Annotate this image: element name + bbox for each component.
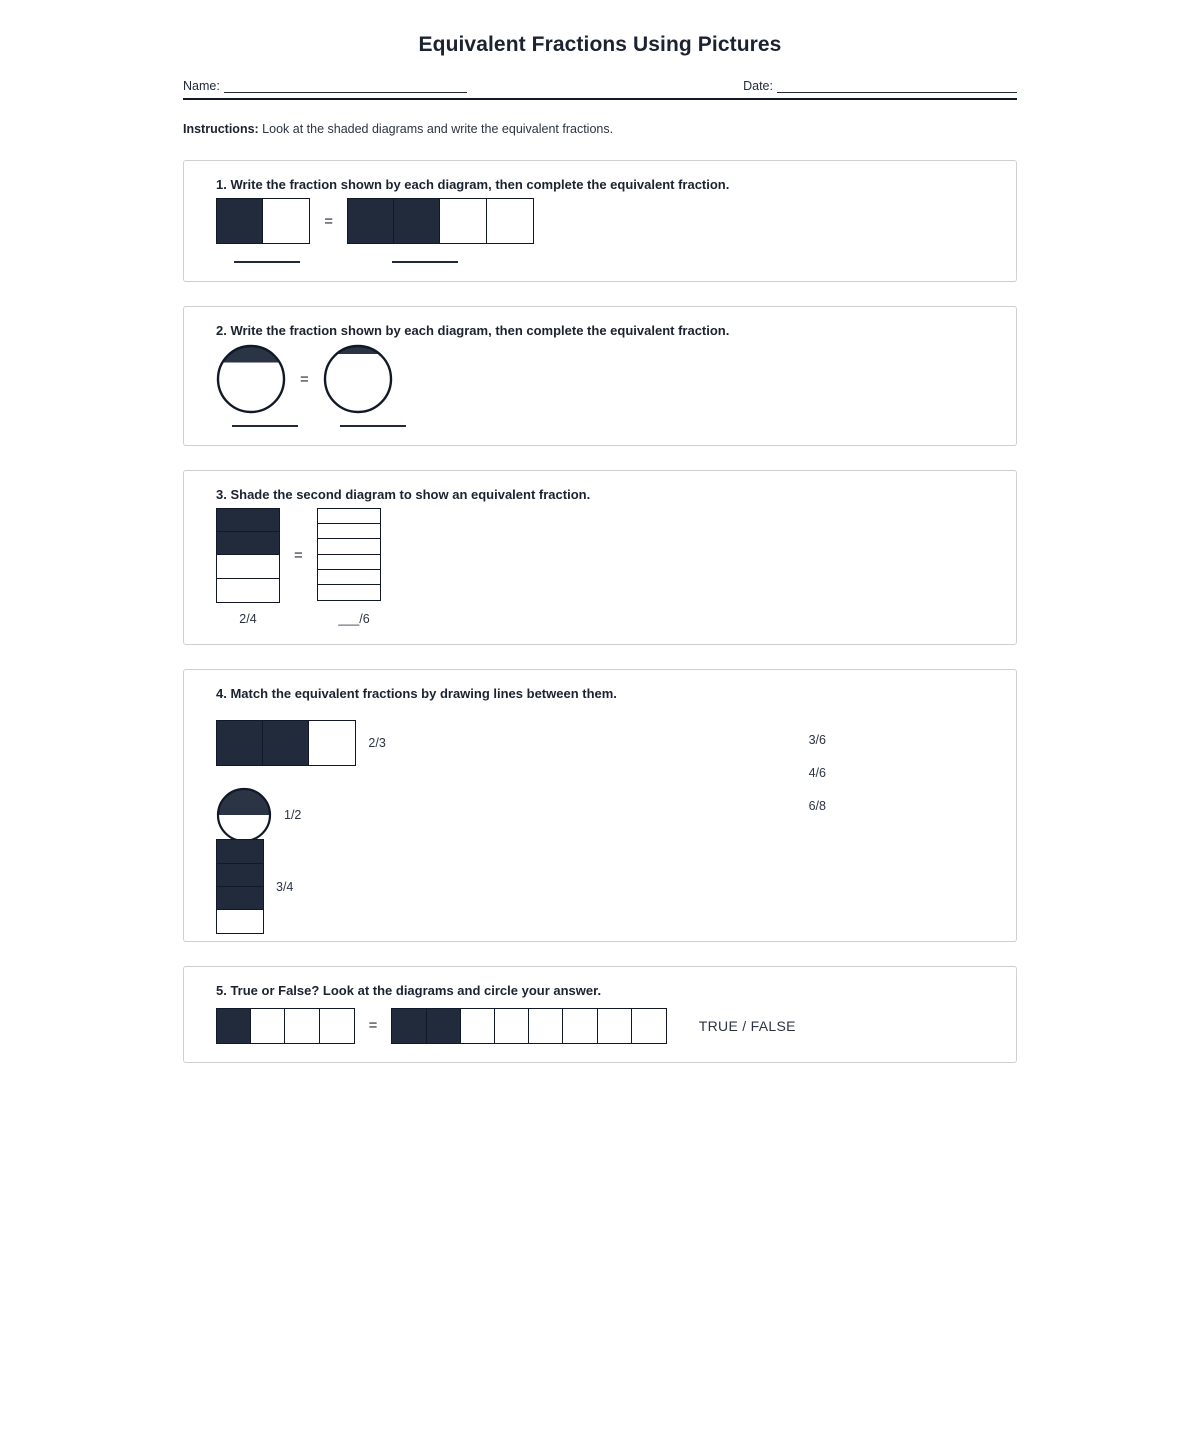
date-field-group	[743, 79, 1017, 93]
matching-label-bar: 2/3	[368, 735, 386, 750]
answer-blank-1b[interactable]	[392, 260, 458, 263]
fraction-circle-2-right[interactable]	[323, 344, 393, 414]
question-4-prompt: 4. Match the equivalent fractions by drawing lines between them.	[216, 685, 617, 701]
question-2-answer-blanks	[216, 424, 998, 427]
shaded-cell[interactable]	[216, 720, 264, 766]
empty-cell[interactable]	[494, 1008, 530, 1044]
empty-cell[interactable]	[308, 720, 356, 766]
equals-sign-5: =	[368, 1017, 378, 1035]
date-label: Date:	[743, 79, 773, 93]
fraction-stack-3-left[interactable]	[216, 508, 280, 603]
shaded-cell[interactable]	[216, 198, 264, 244]
empty-cell[interactable]	[216, 909, 264, 934]
question-2-diagrams	[216, 344, 998, 414]
instructions-text: Look at the shaded diagrams and write the equivalent fractions.	[258, 122, 614, 136]
shaded-cell[interactable]	[216, 508, 280, 533]
shaded-cell[interactable]	[216, 839, 264, 864]
fraction-stack-3-right[interactable]	[317, 508, 381, 601]
name-field-group	[183, 79, 467, 93]
shaded-cell[interactable]	[347, 198, 395, 244]
matching-target-3[interactable]: 6/8	[808, 798, 826, 813]
empty-cell[interactable]	[631, 1008, 667, 1044]
question-5-diagrams	[216, 1008, 998, 1044]
shaded-cell[interactable]	[393, 198, 441, 244]
fraction-circle-4[interactable]	[216, 787, 272, 843]
fraction-bar-1-left[interactable]	[216, 198, 310, 244]
matching-target-2[interactable]: 4/6	[808, 765, 826, 780]
question-2-prompt: 2. Write the fraction shown by each diagram, then complete the equivalent fraction.	[216, 323, 730, 338]
shaded-cell[interactable]	[216, 1008, 252, 1044]
question-card-2	[183, 306, 1017, 446]
question-3-prompt: 3. Shade the second diagram to show an equivalent fraction.	[216, 487, 591, 502]
question-1-prompt: 1. Write the fraction shown by each diagram, then complete the equivalent fraction.	[216, 177, 730, 192]
empty-cell[interactable]	[216, 578, 280, 603]
empty-cell[interactable]	[486, 198, 534, 244]
question-5-prompt: 5. True or False? Look at the diagrams and circle your answer.	[216, 982, 602, 998]
question-1-diagrams	[216, 198, 998, 244]
empty-cell[interactable]	[562, 1008, 598, 1044]
name-label: Name:	[183, 79, 220, 93]
shaded-cell[interactable]	[216, 531, 280, 556]
question-card-1	[183, 160, 1017, 282]
question-3-labels	[216, 612, 998, 626]
fraction-bar-1-right[interactable]	[347, 198, 534, 244]
matching-label-circle: 1/2	[284, 807, 302, 822]
true-false-answer-options[interactable]: TRUE / FALSE	[698, 1017, 796, 1034]
matching-item-stack[interactable]	[216, 851, 386, 923]
question-card-5	[183, 966, 1017, 1063]
empty-cell[interactable]	[460, 1008, 496, 1044]
empty-cell[interactable]	[317, 584, 381, 601]
matching-left-column	[216, 707, 386, 923]
instructions	[183, 122, 1017, 136]
empty-cell[interactable]	[439, 198, 487, 244]
empty-cell[interactable]	[528, 1008, 564, 1044]
question-1-answer-blanks	[216, 260, 998, 263]
empty-cell[interactable]	[284, 1008, 320, 1044]
fraction-circle-2-left[interactable]	[216, 344, 286, 414]
equals-sign-1: =	[324, 212, 333, 230]
page-title: Equivalent Fractions Using Pictures	[418, 33, 782, 56]
question-card-3	[183, 470, 1017, 645]
answer-blank-2b[interactable]	[340, 424, 406, 427]
instructions-label: Instructions:	[183, 122, 259, 136]
shaded-cell[interactable]	[391, 1008, 427, 1044]
header-divider	[183, 98, 1017, 100]
fraction-stack-4[interactable]	[216, 839, 264, 934]
fraction-bar-5-right[interactable]	[391, 1008, 666, 1044]
answer-blank-1a[interactable]	[234, 260, 300, 263]
empty-cell[interactable]	[319, 1008, 355, 1044]
fraction-label-3-right[interactable]: ___/6	[338, 611, 370, 626]
empty-cell[interactable]	[216, 554, 280, 579]
matching-item-bar[interactable]	[216, 707, 386, 779]
worksheet-page	[0, 33, 1200, 1063]
equals-sign-3: =	[294, 546, 303, 564]
shaded-cell[interactable]	[216, 886, 264, 911]
empty-cell[interactable]	[597, 1008, 633, 1044]
date-input-rule[interactable]	[777, 92, 1017, 93]
question-card-4	[183, 669, 1017, 942]
fraction-label-3-left: 2/4	[239, 611, 257, 626]
name-date-row	[183, 79, 1017, 93]
question-4-matching-area	[216, 707, 986, 923]
fraction-bar-4[interactable]	[216, 720, 356, 766]
shaded-cell[interactable]	[216, 863, 264, 888]
shaded-cell[interactable]	[426, 1008, 462, 1044]
empty-cell[interactable]	[250, 1008, 286, 1044]
empty-cell[interactable]	[262, 198, 310, 244]
equals-sign-2: =	[300, 370, 309, 388]
matching-target-1[interactable]: 3/6	[808, 732, 826, 747]
matching-right-column	[809, 707, 826, 923]
question-3-diagrams	[216, 508, 998, 603]
fraction-bar-5-left[interactable]	[216, 1008, 355, 1044]
matching-label-stack: 3/4	[276, 879, 294, 894]
name-input-rule[interactable]	[224, 92, 467, 93]
shaded-cell[interactable]	[262, 720, 310, 766]
answer-blank-2a[interactable]	[232, 424, 298, 427]
